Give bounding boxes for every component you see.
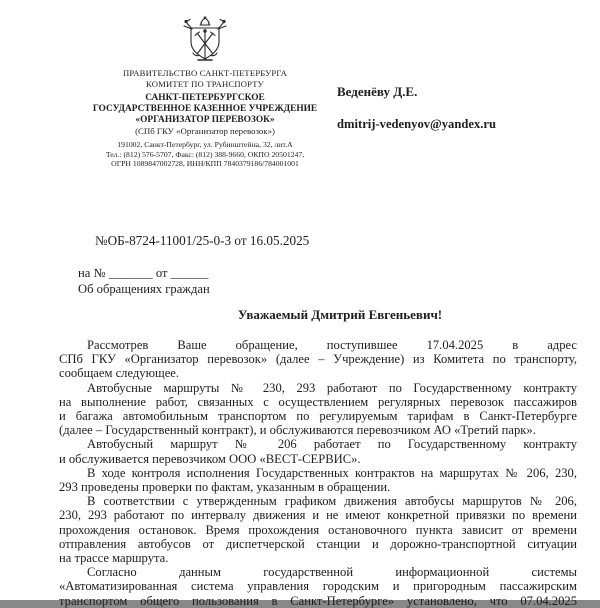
paragraph <box>59 338 577 381</box>
body-line: 230, 293 работают по интервалу движения и не имеют конкретной привязки по времени <box>59 508 577 523</box>
body-line: Автобусные маршруты № 230, 293 работают по Государственному контракту <box>87 380 577 395</box>
body-line: В ходе контроля исполнения Государственных контрактов на маршрутах № 206, 230, <box>87 465 577 480</box>
recipient-block <box>337 84 496 132</box>
body-line: В соответствии с утвержденным графиком движения автобусы маршрутов № 206, <box>87 494 577 509</box>
committee-line: КОМИТЕТ ПО ТРАНСПОРТУ <box>146 79 264 89</box>
body-line: и обслуживается перевозчиком ООО «ВЕСТ-СЕРВИС». <box>59 451 361 466</box>
org-name-line-1: САНКТ-ПЕТЕРБУРГСКОЕ <box>145 93 265 103</box>
paragraph <box>59 437 577 465</box>
body-line: сообщаем следующее. <box>59 366 180 381</box>
body-line: «Автоматизированная система управления городским и пригородным пассажирским <box>59 579 577 594</box>
org-name-line-3: «ОРГАНИЗАТОР ПЕРЕВОЗОК» <box>135 115 275 125</box>
reply-to-line: на № _______ от ______ <box>78 266 209 280</box>
paragraph <box>59 466 577 494</box>
body-line: Рассмотрев Ваше обращение, поступившее 17.04.2025 в адрес <box>87 338 577 352</box>
letterhead <box>55 16 355 169</box>
body-line: на трассе маршрута. <box>59 551 169 566</box>
body-line: СПб ГКУ «Организатор перевозок» (далее – Учреждение) из Комитета по транспорту, <box>59 352 577 367</box>
paragraph <box>59 381 577 438</box>
body-line: (далее – Государственный контракт), и обслуживаются перевозчиком АО «Третий парк». <box>59 423 536 438</box>
body-line: и багажа автомобильным транспортом по регулируемым тарифам в Санкт-Петербурге <box>59 409 577 424</box>
salutation: Уважаемый Дмитрий Евгеньевич! <box>237 307 443 322</box>
body-line: Согласно данным государственной информационной системы <box>87 565 577 580</box>
paragraph <box>59 565 577 608</box>
org-contacts: Тел.: (812) 576-5707, Факс: (812) 388-9660, ОКПО 20501247, <box>105 149 305 159</box>
body-line: отправления автобусов от диспетчерской станции и дорожно-транспортной ситуации <box>59 536 577 551</box>
org-address: 191002, Санкт-Петербург, ул. Рубинштейна, 32, лит.А <box>117 140 293 149</box>
outgoing-number-line: №ОБ-8724-11001/25-0-3 от 16.05.2025 <box>95 233 310 248</box>
body-line: Автобусный маршрут № 206 работает по Государственному контракту <box>87 437 577 452</box>
org-name-line-2: ГОСУДАРСТВЕННОЕ КАЗЕННОЕ УЧРЕЖДЕНИЕ <box>92 104 318 114</box>
body-line: 293 проведены проверки по фактам, указанным в обращении. <box>59 480 391 495</box>
government-line: ПРАВИТЕЛЬСТВО САНКТ-ПЕТЕРБУРГА <box>122 68 288 78</box>
body-line: прохождения остановок. Время прохождения остановочного пункта зависит от времени <box>59 522 577 537</box>
letter-body <box>59 338 577 608</box>
recipient-email: dmitrij-vedenyov@yandex.ru <box>337 117 496 131</box>
recipient-name: Веденёву Д.Е. <box>337 84 418 99</box>
subject-line: Об обращениях граждан <box>78 282 210 296</box>
org-short-name: (СПб ГКУ «Организатор перевозок») <box>135 126 275 136</box>
spb-coat-of-arms-icon <box>178 16 232 62</box>
body-line: на выполнение работ, связанных с осуществлением регулярных перевозок пассажиров <box>59 394 577 409</box>
body-line: транспортом общего пользования в Санкт-Петербурге» установлено, что 07.04.2025 <box>59 593 577 608</box>
org-codes: ОГРН 1089847002728, ИНН/КПП 7840379186/784001001 <box>111 159 299 169</box>
paragraph <box>59 494 577 565</box>
